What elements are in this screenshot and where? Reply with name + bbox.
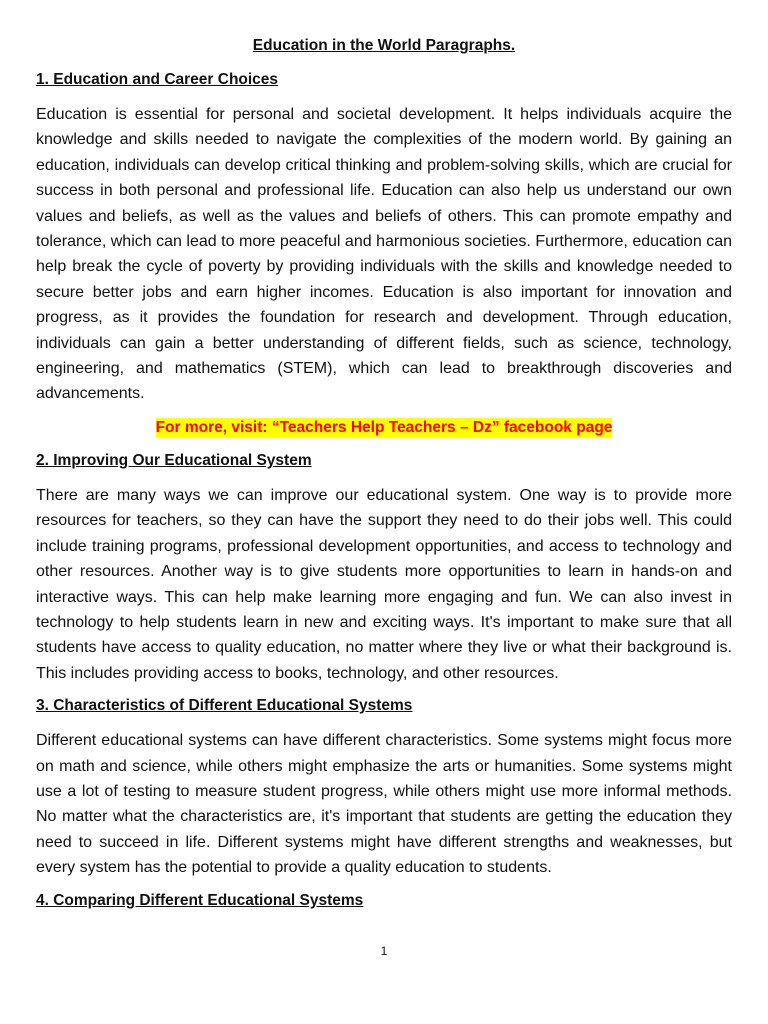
section-heading-characteristics: 3. Characteristics of Different Educational Systems (36, 697, 413, 715)
paragraph-improving-system: There are many ways we can improve our educational system. One way is to provide more resources for teachers, so they can have the support they need to do their jobs well. This could include training programs, professional development opportunities, and access to technology and other resources. Another way is to give students more opportunities to learn in hands-on and interactive ways. This can help make learning more engaging and fun. We can also invest in technology to help students learn in new and exciting ways. It's important to make sure that all students have access to quality education, no matter where they live or what their background is. This includes providing access to books, technology, and other resources. (36, 486, 732, 682)
promo-highlight-text: For more, visit: “Teachers Help Teachers – Dz” facebook page (155, 418, 613, 436)
document-page (36, 36, 732, 923)
document-title: Education in the World Paragraphs. (252, 37, 516, 54)
page-number: 1 (380, 944, 388, 958)
section-heading-improving-system: 2. Improving Our Educational System (36, 451, 312, 469)
paragraph-education-career: Education is essential for personal and societal development. It helps individuals acquire the knowledge and skills needed to navigate the complexities of the modern world. By gaining an education, individuals can develop critical thinking and problem-solving skills, which are crucial for success in both personal and professional life. Education can also help us understand our own values and beliefs, as well as the values and beliefs of others. This can promote empathy and tolerance, which can lead to more peaceful and harmonious societies. Furthermore, education can help break the cycle of poverty by providing individuals with the skills and knowledge needed to secure better jobs and earn higher incomes. Education is also important for innovation and progress, as it provides the foundation for research and development. Through education, individuals can gain a better understanding of different fields, such as science, technology, engineering, and mathematics (STEM), which can lead to breakthrough discoveries and advancements. (36, 106, 732, 403)
promo-line (36, 417, 732, 439)
section-heading-education-career: 1. Education and Career Choices (36, 71, 279, 88)
section-heading-comparing: 4. Comparing Different Educational Systems (36, 891, 364, 909)
paragraph-characteristics: Different educational systems can have different characteristics. Some systems might focus more on math and science, while others might emphasize the arts or humanities. Some systems might use a lot of testing to measure student progress, while others might use more informal methods. No matter what the characteristics are, it's important that students are getting the education they need to succeed in life. Different systems might have different strengths and weaknesses, but every system has the potential to provide a quality education to students. (36, 732, 732, 877)
